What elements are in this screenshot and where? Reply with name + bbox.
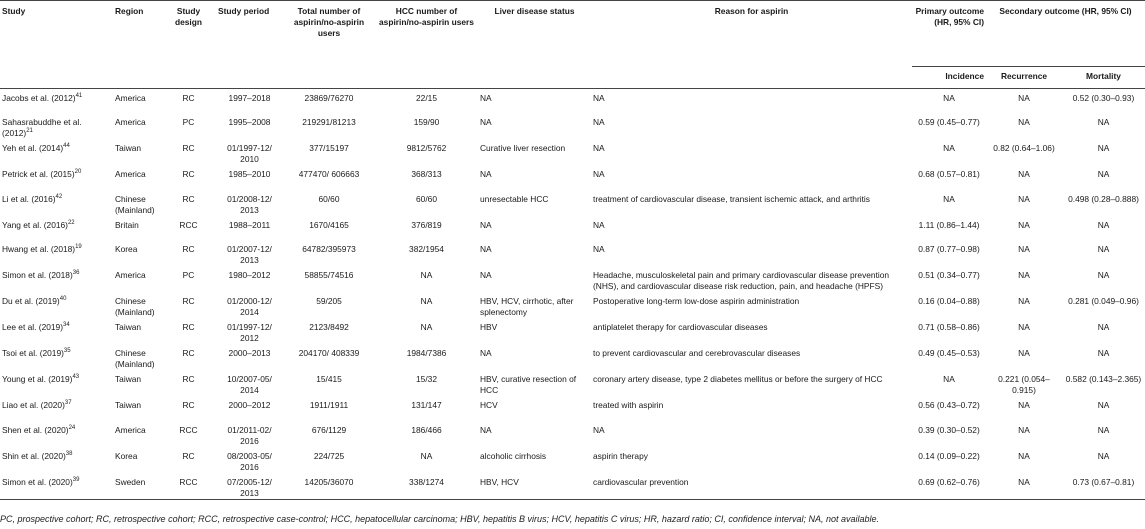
cell-total-number: 15/415 <box>316 374 342 384</box>
cell-region: Chinese (Mainland) <box>115 296 155 317</box>
cell-study-design: PC <box>182 117 195 127</box>
study-name: Shen et al. (2020) <box>2 424 69 435</box>
cell-hcc-number: 382/1954 <box>409 244 444 254</box>
reference-number: 24 <box>68 424 76 431</box>
cell-mortality: NA <box>1097 348 1110 358</box>
cell-reason: Postoperative long-term low-dose aspirin administration <box>593 296 800 306</box>
study-name: Simon et al. (2018) <box>2 270 73 280</box>
cell-liver-disease-status: HBV, HCV, cirrhotic, after splenectomy <box>480 296 574 317</box>
cell-total-number: 64782/395973 <box>302 244 356 254</box>
cell-recurrence: NA <box>1018 219 1030 230</box>
header-study: Study <box>2 6 26 16</box>
cell-liver-disease-status: alcoholic cirrhosis <box>480 450 547 461</box>
cell-mortality: NA <box>1097 244 1110 254</box>
cell-liver-disease-status: NA <box>480 117 492 127</box>
cell-hcc-number: 338/1274 <box>375 473 478 500</box>
table-row <box>0 240 1145 266</box>
cell-incidence: NA <box>943 193 955 204</box>
cell-study <box>0 447 113 473</box>
cell-mortality: 0.52 (0.30–0.93) <box>1072 93 1135 103</box>
cell-study-design: RC <box>182 244 195 254</box>
cell-study-period: 01/2008-12/ 2013 <box>227 193 272 215</box>
cell-hcc-number: 60/60 <box>416 193 437 204</box>
cell-liver-disease-status: NA <box>480 169 492 179</box>
cell-study-design: RC <box>182 322 195 332</box>
cell-mortality: 0.281 (0.049–0.96) <box>1068 296 1139 306</box>
table-row <box>0 139 1145 165</box>
cell-total-number: 60/60 <box>318 193 340 204</box>
cell-reason: coronary artery disease, type 2 diabetes mellitus or before the surgery of HCC <box>593 374 883 384</box>
cell-region: Taiwan <box>115 374 142 384</box>
cell-recurrence: NA <box>1018 117 1030 127</box>
reference-number: 44 <box>63 143 70 150</box>
cell-incidence: 0.56 (0.43–0.72) <box>918 400 980 410</box>
cell-incidence: 0.39 (0.30–0.52) <box>918 424 980 435</box>
cell-study <box>0 473 113 500</box>
table-row <box>0 165 1145 190</box>
study-name: Simon et al. (2020) <box>2 476 73 487</box>
cell-region: America <box>115 117 146 127</box>
cell-total-number: 14205/36070 <box>283 473 375 500</box>
cell-study-period: 01/2007-12/ 2013 <box>227 244 272 265</box>
cell-study-period: 01/1997-12/ 2012 <box>227 322 272 343</box>
cell-study-period: 2000–2013 <box>228 348 271 358</box>
reference-number: 40 <box>59 296 67 303</box>
cell-region: America <box>115 424 146 435</box>
cell-study-design: RC <box>182 400 195 410</box>
cell-region: Taiwan <box>115 143 142 153</box>
cell-hcc-number: 186/466 <box>411 424 442 435</box>
cell-hcc-number: 9812/5762 <box>406 143 447 153</box>
cell-total-number: 219291/81213 <box>302 117 356 127</box>
cell-hcc-number: NA <box>420 296 433 306</box>
study-name: Petrick et al. (2015) <box>2 169 75 179</box>
cell-study-design: RC <box>182 374 195 384</box>
cell-mortality: NA <box>1097 400 1110 410</box>
cell-incidence: 0.16 (0.04–0.88) <box>918 296 980 306</box>
cell-mortality: NA <box>1097 117 1110 127</box>
cell-liver-disease-status: unresectable HCC <box>480 193 549 204</box>
study-name: Li et al. (2016) <box>2 193 56 204</box>
header-recurrence: Recurrence <box>1000 71 1048 81</box>
cell-region: Britain <box>115 219 139 230</box>
reference-number: 43 <box>72 374 80 381</box>
cell-reason: treated with aspirin <box>593 400 664 410</box>
cell-study <box>0 370 113 396</box>
cell-hcc-number: 15/32 <box>416 374 437 384</box>
cell-study <box>0 113 113 139</box>
cell-study <box>0 89 113 114</box>
cell-study-design: RC <box>182 93 195 103</box>
cell-recurrence: NA <box>1018 322 1030 332</box>
cell-mortality: NA <box>1097 270 1110 280</box>
cell-region: Chinese (Mainland) <box>115 348 155 369</box>
table-row <box>0 370 1145 396</box>
cell-total-number: 377/15197 <box>309 143 349 153</box>
cell-incidence: 0.71 (0.58–0.86) <box>918 322 980 332</box>
header-region: Region <box>115 6 144 16</box>
table-row <box>0 266 1145 292</box>
cell-study-period: 1980–2012 <box>228 270 271 280</box>
cell-reason: treatment of cardiovascular disease, transient ischemic attack, and arthritis <box>593 193 870 204</box>
cell-hcc-number: NA <box>420 450 433 461</box>
study-name: Yang et al. (2016) <box>2 219 68 230</box>
cell-study-period: 2000–2012 <box>228 400 271 410</box>
cell-recurrence: NA <box>1018 450 1030 461</box>
header-liver-disease-status: Liver disease status <box>494 6 575 16</box>
cell-study-design: RC <box>182 143 195 153</box>
cell-study-period: 07/2005-12/ 2013 <box>216 473 283 500</box>
table-row <box>0 190 1145 216</box>
cell-hcc-number: 22/15 <box>416 93 437 103</box>
table-row <box>0 216 1145 241</box>
cell-reason: to prevent cardiovascular and cerebrovascular diseases <box>593 348 801 358</box>
cell-region: Taiwan <box>115 400 142 410</box>
table-row <box>0 113 1145 139</box>
cell-region: America <box>115 93 146 103</box>
cell-recurrence: NA <box>986 473 1062 500</box>
cell-reason: NA <box>593 93 605 103</box>
cell-hcc-number: 1984/7386 <box>406 348 447 358</box>
cell-study-design: RC <box>182 450 195 461</box>
cell-liver-disease-status: NA <box>480 93 492 103</box>
table-row <box>0 396 1145 421</box>
header-incidence: Incidence <box>945 71 984 81</box>
cell-reason: NA <box>593 424 605 435</box>
cell-study <box>0 396 113 421</box>
cell-mortality: 0.73 (0.67–0.81) <box>1062 473 1145 500</box>
cell-liver-disease-status: NA <box>480 424 492 435</box>
reference-number: 38 <box>65 450 73 457</box>
cell-study-period: 01/2000-12/ 2014 <box>227 296 272 317</box>
cell-total-number: 23869/76270 <box>304 93 354 103</box>
cell-study <box>0 421 113 447</box>
header-primary-outcome: Primary outcome (HR, 95% CI) <box>912 1 986 67</box>
header-total-number: Total number of aspirin/no-aspirin users <box>293 6 365 38</box>
reference-number: 36 <box>72 270 80 277</box>
cell-study-design: RCC <box>179 424 198 435</box>
cell-study-period: 1995–2008 <box>228 117 271 127</box>
reference-number: 42 <box>55 193 63 200</box>
cell-region: America <box>115 169 146 179</box>
study-name: Sahasrabuddhe et al. (2012) <box>2 117 82 138</box>
cell-liver-disease-status: NA <box>480 348 492 358</box>
header-study-period: Study period <box>218 6 270 16</box>
reference-number: 34 <box>63 322 70 329</box>
cell-reason: NA <box>593 143 605 153</box>
study-name: Jacobs et al. (2012) <box>2 93 76 103</box>
cell-study <box>0 139 113 165</box>
cell-liver-disease-status: NA <box>480 270 492 280</box>
cell-incidence: 0.14 (0.09–0.22) <box>918 450 980 461</box>
study-name: Yeh et al. (2014) <box>2 143 64 153</box>
cell-study-period: 1997–2018 <box>228 93 271 103</box>
cell-study <box>0 318 113 344</box>
reference-number: 37 <box>64 400 72 407</box>
cell-incidence: 0.49 (0.45–0.53) <box>918 348 980 358</box>
cell-incidence: 1.11 (0.86–1.44) <box>918 219 980 230</box>
reference-number: 41 <box>75 93 83 100</box>
cell-liver-disease-status: HBV, curative resection of HCC <box>480 374 577 395</box>
cell-study-design: PC <box>182 270 195 280</box>
cell-study-period: 1988–2011 <box>228 219 271 230</box>
cell-recurrence: NA <box>1018 400 1030 410</box>
study-name: Shin et al. (2020) <box>2 450 66 461</box>
cell-region: Taiwan <box>115 322 142 332</box>
cell-recurrence: 0.221 (0.054–0.915) <box>998 374 1050 395</box>
cell-hcc-number: NA <box>420 270 433 280</box>
cell-study <box>0 344 113 370</box>
cell-liver-disease-status: HBV <box>480 322 498 332</box>
cell-incidence: NA <box>943 374 955 384</box>
cell-recurrence: NA <box>1018 244 1030 254</box>
cell-liver-disease-status: HBV, HCV <box>478 473 591 500</box>
cell-recurrence: NA <box>1018 296 1030 306</box>
cell-recurrence: 0.82 (0.64–1.06) <box>993 143 1055 153</box>
table-row <box>0 318 1145 344</box>
cell-total-number: 477470/ 606663 <box>298 169 360 179</box>
study-name: Lee et al. (2019) <box>2 322 63 332</box>
cell-recurrence: NA <box>1018 348 1030 358</box>
header-mortality: Mortality <box>1086 71 1121 81</box>
cell-study <box>0 266 113 292</box>
study-name: Du et al. (2019) <box>2 296 60 306</box>
header-hcc-number: HCC number of aspirin/no-aspirin users <box>379 6 474 27</box>
cell-incidence: 0.69 (0.62–0.76) <box>912 473 986 500</box>
cell-study-period: 01/2011-02/ 2016 <box>227 424 272 446</box>
cell-recurrence: NA <box>1018 93 1030 103</box>
cell-reason: NA <box>593 244 605 254</box>
cell-mortality: NA <box>1097 322 1110 332</box>
table-row <box>0 473 1145 500</box>
cell-liver-disease-status: HCV <box>480 400 498 410</box>
reference-number: 20 <box>74 169 82 176</box>
cell-region: Chinese (Mainland) <box>115 193 155 215</box>
table-row <box>0 344 1145 370</box>
cell-mortality: 0.582 (0.143–2.365) <box>1065 374 1142 384</box>
cell-study-period: 10/2007-05/ 2014 <box>227 374 272 395</box>
cell-study <box>0 292 113 318</box>
cell-mortality: NA <box>1097 143 1110 153</box>
header-secondary-outcome: Secondary outcome (HR, 95% CI) <box>986 1 1145 67</box>
cell-reason: NA <box>593 117 605 127</box>
cell-mortality: 0.498 (0.28–0.888) <box>1068 193 1139 204</box>
cell-hcc-number: 159/90 <box>413 117 440 127</box>
cell-study-design: RC <box>182 169 195 179</box>
reference-number: 21 <box>26 128 33 135</box>
cell-study <box>0 165 113 190</box>
cell-mortality: NA <box>1097 169 1110 179</box>
cell-study-design: RC <box>182 296 195 306</box>
cell-reason: Headache, musculoskeletal pain and primary cardiovascular disease prevention (NHS), and cardiovascular disease risk reduction, pain, and headache (HPFS) <box>593 270 890 291</box>
cell-total-number: 204170/ 408339 <box>298 348 360 358</box>
cell-study <box>0 190 113 216</box>
cell-reason: aspirin therapy <box>593 450 648 461</box>
cell-total-number: 1911/1911 <box>309 400 349 410</box>
cell-incidence: 0.68 (0.57–0.81) <box>918 169 980 179</box>
study-name: Liao et al. (2020) <box>2 400 65 410</box>
reference-number: 22 <box>67 219 75 226</box>
cell-recurrence: NA <box>1018 270 1030 280</box>
header-study-design: Study design <box>175 6 202 27</box>
cell-incidence: 0.59 (0.45–0.77) <box>918 117 980 127</box>
cell-incidence: 0.51 (0.34–0.77) <box>918 270 980 280</box>
cell-study-design: RCC <box>179 219 198 230</box>
cell-reason: NA <box>593 169 605 179</box>
cell-study-period: 08/2003-05/ 2016 <box>227 450 272 472</box>
cell-total-number: 1670/4165 <box>309 219 349 230</box>
cell-study-period: 01/1997-12/ 2010 <box>227 143 272 164</box>
cell-total-number: 58855/74516 <box>304 270 354 280</box>
table-footnote: PC, prospective cohort; RC, retrospective cohort; RCC, retrospective case-control; HCC, hepatocellular carcinoma; HBV, hepatitis B virus; HCV, hepatitis C virus; HR, hazard ratio; CI, confidence interval; NA, not available. <box>0 514 880 524</box>
cell-liver-disease-status: NA <box>480 219 492 230</box>
cell-mortality: NA <box>1097 450 1110 461</box>
cell-mortality: NA <box>1097 219 1110 230</box>
cell-study-period: 1985–2010 <box>228 169 271 179</box>
cell-reason: cardiovascular prevention <box>591 473 912 500</box>
cell-liver-disease-status: NA <box>480 244 492 254</box>
cell-study-design: RC <box>182 348 195 358</box>
cell-recurrence: NA <box>1018 169 1030 179</box>
cell-recurrence: NA <box>1018 424 1030 435</box>
cell-liver-disease-status: Curative liver resection <box>480 143 566 153</box>
cell-region: Korea <box>115 244 138 254</box>
cell-reason: NA <box>593 219 605 230</box>
table-row <box>0 89 1145 114</box>
cell-recurrence: NA <box>1018 193 1030 204</box>
cell-total-number: 2123/8492 <box>309 322 349 332</box>
study-name: Tsoi et al. (2019) <box>2 348 64 358</box>
cell-total-number: 676/1129 <box>311 424 347 435</box>
reference-number: 35 <box>63 348 71 355</box>
cell-region: Sweden <box>113 473 161 500</box>
cell-reason: antiplatelet therapy for cardiovascular diseases <box>593 322 768 332</box>
table-row <box>0 447 1145 473</box>
study-name: Young et al. (2019) <box>2 374 73 384</box>
cell-hcc-number: NA <box>420 322 433 332</box>
cell-region: Korea <box>115 450 138 461</box>
table-row <box>0 292 1145 318</box>
cell-mortality: NA <box>1097 424 1110 435</box>
reference-number: 39 <box>72 476 80 483</box>
cell-study-design: RCC <box>161 473 216 500</box>
cell-incidence: 0.87 (0.77–0.98) <box>918 244 980 254</box>
cell-total-number: 224/725 <box>313 450 345 461</box>
cell-hcc-number: 131/147 <box>411 400 442 410</box>
cell-region: America <box>115 270 146 280</box>
cell-study <box>0 240 113 266</box>
cell-hcc-number: 368/313 <box>411 169 442 179</box>
table-row <box>0 421 1145 447</box>
cell-study <box>0 216 113 241</box>
cell-incidence: NA <box>943 93 955 103</box>
header-reason-for-aspirin: Reason for aspirin <box>714 6 789 16</box>
cell-study-design: RC <box>182 193 195 204</box>
cell-incidence: NA <box>943 143 955 153</box>
reference-number: 19 <box>75 244 82 251</box>
cell-hcc-number: 376/819 <box>411 219 442 230</box>
study-name: Hwang et al. (2018) <box>2 244 76 254</box>
cell-total-number: 59/205 <box>316 296 342 306</box>
